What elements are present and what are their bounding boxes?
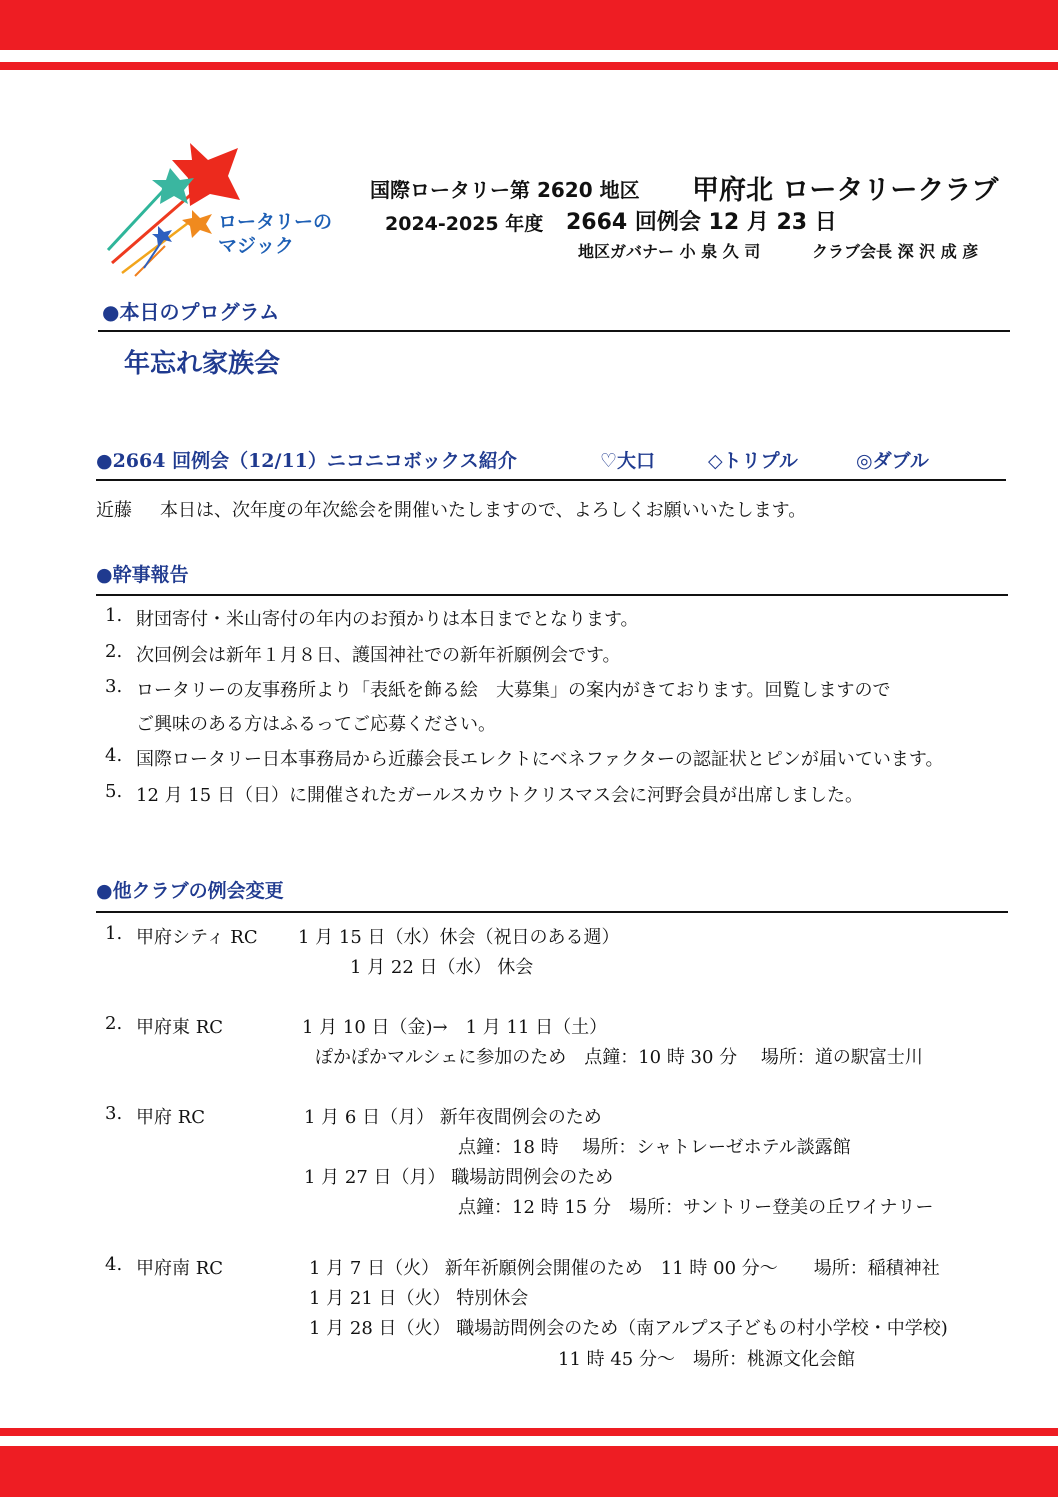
club-num: 4. <box>105 1254 123 1275</box>
niko-entry-text: 本日は、次年度の年次総会を開催いたしますので、よろしくお願いいたします。 <box>160 500 807 521</box>
club-name: 甲府北 ロータリークラブ <box>692 175 999 206</box>
top-band-thin <box>0 62 1058 70</box>
niko-entry-name: 近藤 <box>96 500 132 521</box>
club-schedule-line: 1 月 22 日（水） 休会 <box>350 957 534 978</box>
club-num: 1. <box>105 923 123 944</box>
niko-mark-double: ◎ダブル <box>856 450 929 472</box>
club-schedule-line: 11 時 45 分〜 場所：桃源文化会館 <box>558 1349 855 1370</box>
bottom-band-thin <box>0 1428 1058 1436</box>
club-num: 3. <box>105 1103 123 1124</box>
secretary-item-text: 国際ロータリー日本事務局から近藤会長エレクトにベネファクターの認証状とピンが届いています。 <box>136 749 944 770</box>
governor-name: 地区ガバナー 小 泉 久 司 <box>578 242 761 261</box>
secretary-item-text: 12 月 15 日（日）に開催されたガールスカウトクリスマス会に河野会員が出席しました。 <box>136 785 863 806</box>
club-schedule-line: 1 月 6 日（月） 新年夜間例会のため <box>304 1107 602 1128</box>
niko-heading: ●2664 回例会（12/11）ニコニコボックス紹介 <box>96 450 517 472</box>
logo-text-line2: マジック <box>218 235 295 257</box>
program-divider <box>98 330 1010 332</box>
club-schedule-line: 1 月 27 日（月） 職場訪問例会のため <box>304 1167 614 1188</box>
president-name: クラブ会長 深 沢 成 彦 <box>812 242 979 261</box>
secretary-item-num: 3. <box>105 676 123 697</box>
secretary-item-text-cont: ご興味のある方はふるってご応募ください。 <box>136 714 496 735</box>
bottom-band <box>0 1446 1058 1497</box>
club-schedule-line: 点鐘：18 時 場所：シャトレーゼホテル談露館 <box>458 1137 851 1158</box>
club-name: 甲府シティ RC <box>136 927 258 948</box>
secretary-item-num: 5. <box>105 781 123 802</box>
club-schedule-line: ぽかぽかマルシェに参加のため 点鐘：10 時 30 分 場所：道の駅富士川 <box>315 1047 923 1068</box>
meeting-info: 2664 回例会 12 月 23 日 <box>566 210 837 235</box>
niko-mark-triple: ◇トリプル <box>708 450 798 472</box>
secretary-item-text: 次回例会は新年１月８日、護国神社での新年祈願例会です。 <box>136 645 621 666</box>
other-clubs-heading: ●他クラブの例会変更 <box>96 880 284 902</box>
secretary-item-num: 4. <box>105 745 123 766</box>
secretary-heading: ●幹事報告 <box>96 564 189 586</box>
club-name: 甲府 RC <box>136 1107 206 1128</box>
secretary-item-text: 財団寄付・米山寄付の年内のお預かりは本日までとなります。 <box>136 609 639 630</box>
other-clubs-divider <box>96 911 1008 913</box>
secretary-divider <box>96 594 1008 596</box>
club-name: 甲府東 RC <box>136 1017 224 1038</box>
top-band <box>0 0 1058 50</box>
club-schedule-line: 1 月 7 日（火） 新年祈願例会開催のため 11 時 00 分〜 場所：稲積神社 <box>309 1258 940 1279</box>
secretary-item-num: 1. <box>105 605 123 626</box>
club-num: 2. <box>105 1013 123 1034</box>
club-schedule-line: 1 月 10 日（金)→ 1 月 11 日（土） <box>302 1017 608 1038</box>
club-schedule-line: 1 月 28 日（火） 職場訪問例会のため（南アルプス子どもの村小学校・中学校) <box>309 1318 948 1339</box>
club-schedule-line: 点鐘：12 時 15 分 場所：サントリー登美の丘ワイナリー <box>458 1197 934 1218</box>
district-label: 国際ロータリー第 2620 地区 <box>370 178 640 202</box>
niko-divider <box>96 479 1006 481</box>
program-heading: ●本日のプログラム <box>102 300 280 324</box>
program-title: 年忘れ家族会 <box>124 349 281 379</box>
fiscal-year: 2024-2025 年度 <box>385 213 544 235</box>
club-schedule-line: 1 月 15 日（水）休会（祝日のある週） <box>298 927 620 948</box>
club-schedule-line: 1 月 21 日（火） 特別休会 <box>309 1288 529 1309</box>
secretary-item-num: 2. <box>105 641 123 662</box>
club-name: 甲府南 RC <box>136 1258 224 1279</box>
niko-mark-big: ♡大口 <box>600 450 656 472</box>
logo-text-line1: ロータリーの <box>218 211 333 233</box>
secretary-item-text: ロータリーの友事務所より「表紙を飾る絵 大募集」の案内がきております。回覧しますので <box>136 680 891 701</box>
